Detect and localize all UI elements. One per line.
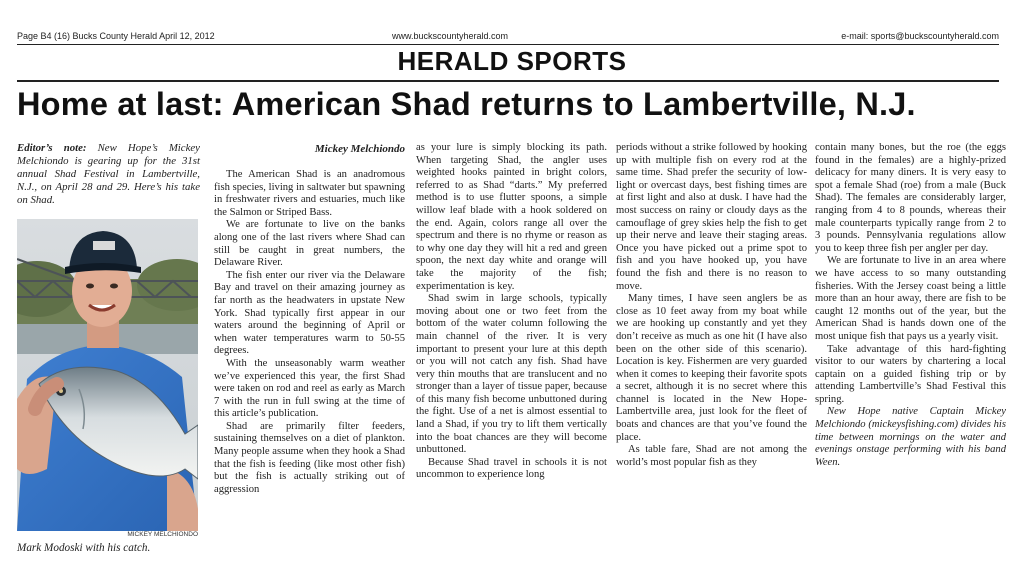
paragraph: Because Shad travel in schools it is not uncommon to experience long <box>416 456 607 481</box>
section-title: HERALD SPORTS <box>397 46 627 76</box>
sports-email: e-mail: sports@buckscountyherald.com <box>841 31 999 41</box>
paragraph: Take advantage of this hard-fighting visitor to our waters by chartering a local captain on a guided fishing trip or by attending Lambertville’s Shad Festival this spring. <box>815 343 1006 405</box>
editor-note-text: New Hope’s Mickey Melchiondo is gearing up for the 31st annual Shad Festival in Lambertville, N.J., on April 28 and 29. Here’s his take on Shad. <box>17 142 200 206</box>
editor-note-label: Editor’s note: <box>17 142 87 154</box>
website-url: www.buckscountyherald.com <box>392 31 509 41</box>
article-column-1 <box>214 169 405 561</box>
header-rule-top <box>17 44 999 45</box>
header-rule-bottom <box>17 80 999 82</box>
article-photo <box>17 219 198 531</box>
paragraph: periods without a strike followed by hooking up with multiple fish on every rod at the same time. Shad prefer the security of low-light or overcast days, best fishing times are at first light and also at dusk. I have had the most success on rainy or cloudy days as the camouflage of grey skies help the fish to get up their nerve and leave their staging areas. Once you have picked out a prime spot to fish and you have hooked up, you have found the fish and there is no reason to move. <box>616 142 807 292</box>
paragraph: As table fare, Shad are not among the world’s most popular fish as they <box>616 444 807 468</box>
author-bio: New Hope native Captain Mickey Melchiondo (mickeysfishing.com) divides his time between mornings on the water and evenings onstage performing with his band Ween. <box>815 406 1006 468</box>
paragraph: contain many bones, but the roe (the eggs found in the females) are a highly-prized delicacy for many diners. It is very easy to spot a female Shad (roe) from a male (Buck Shad). The females are considerably larger, ranging from 4 to 8 pounds, whereas their male counterparts typically range from 2 to 3 pounds. Pennsylvania regulations allow you to keep three fish per angler per day. <box>815 142 1006 254</box>
paragraph: Shad swim in large schools, typically moving about one or two feet from the bottom of the water column following the main channel of the river. It is very important to present your lure at this depth or you will not catch any fish. Shad have very thin mouths that are translucent and no stronger than a layer of tissue paper, because of this many fish become unbuttoned during the fight. Use of a net is almost essential to land a Shad, if you try to lift them vertically into the boat chances are they will become unbuttoned. <box>416 293 607 456</box>
paragraph: We are fortunate to live on the banks along one of the last rivers where Shad can still be caught in great numbers, the Delaware River. <box>214 219 405 269</box>
paragraph: The fish enter our river via the Delaware Bay and travel on their amazing journey as far north as the headwaters in upstate New York. Shad typically first appear in our waters around the beginning of April or when water temperatures warm to 50-55 degrees. <box>214 269 405 357</box>
headline: Home at last: American Shad returns to Lambertville, N.J. <box>17 86 916 122</box>
editor-note <box>17 142 200 207</box>
paragraph: We are fortunate to live in an area where we have access to so many outstanding fisheries. With the Jersey coast being a little more than an hour away, there are fish to be caught 12 months out of the year, but the American Shad is hands down one of the most unique fish that pays us a yearly visit. <box>815 255 1006 342</box>
photo-credit: MICKEY MELCHIONDO <box>127 531 198 538</box>
article-column-3 <box>616 142 807 561</box>
paragraph: as your lure is simply blocking its path. When targeting Shad, the angler uses weighted hooks painted in bright colors, referred to as Shad “darts.” My preferred method is to use flutter spoons, a simple willow leaf blade with a hook soldered on the end. Again, colors range all over the spectrum and there is no rhyme or reason as to why one day they will hit a red and green spoon, the next day white and orange will take the majority of the fish; experimentation is key. <box>416 142 607 292</box>
byline: Mickey Melchiondo <box>314 143 405 155</box>
photo-caption: Mark Modoski with his catch. <box>17 542 151 554</box>
paragraph: Shad are primarily filter feeders, sustaining themselves on a diet of plankton. Many people assume when they hook a Shad that the fish is feeding (like most other fish) but the fish is actually striking out of aggression <box>214 420 405 495</box>
paragraph: With the unseasonably warm weather we’ve experienced this year, the first Shad were taken on rod and reel as early as March 7 with the run in full swing at the time of this article’s publication. <box>214 357 405 420</box>
paragraph: Many times, I have seen anglers be as close as 10 feet away from my boat while we are hooking up constantly and yet they don’t receive as much as one hit (I have also been on the other side of this scenario). Location is key. Fishermen are very guarded when it comes to keeping their favorite spots a secret, although it is no secret where this channel is located in the New Hope-Lambertville area, just look for the fleet of boats and chances are that you’ve found the place. <box>616 293 807 443</box>
article-column-2 <box>416 142 607 561</box>
article-column-4 <box>815 142 1006 561</box>
paragraph: The American Shad is an anadromous fish species, living in saltwater but spawning in freshwater rivers and estuaries, much like the Salmon or Striped Bass. <box>214 169 405 218</box>
page-info: Page B4 (16) Bucks County Herald April 12, 2012 <box>17 31 215 41</box>
